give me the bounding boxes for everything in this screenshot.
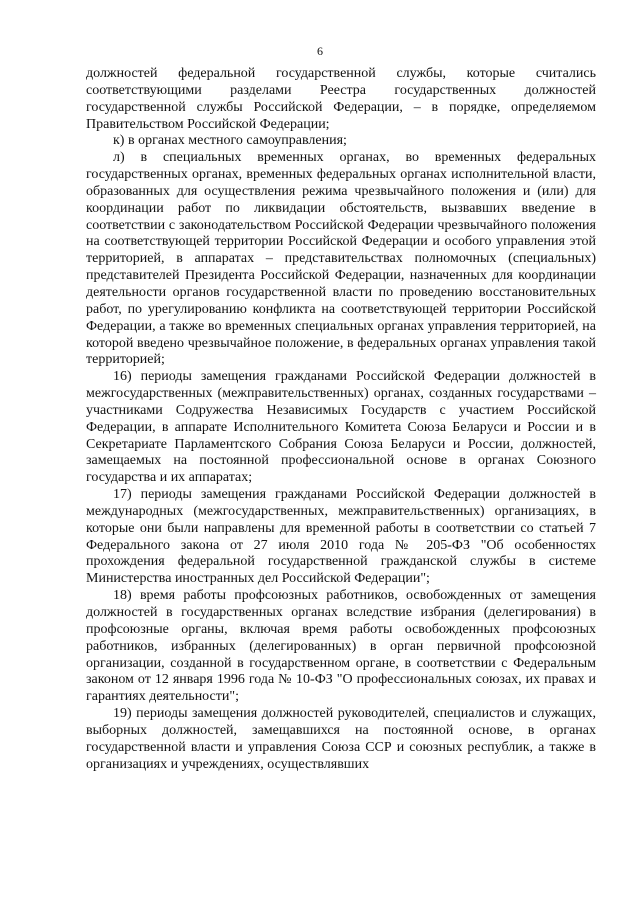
paragraph-item-19: 19) периоды замещения должностей руководителей, специалистов и служащих, выборных должностей, замещавшихся на постоянной основе, в органах государственной власти и управления Союза ССР и союзных республик, а также в организациях и учреждениях, осуществлявших <box>86 706 596 772</box>
page-number: 6 <box>317 44 323 58</box>
paragraph-item-16: 16) периоды замещения гражданами Российской Федерации должностей в межгосударственных (межправительственных) органах, созданных государствами – участниками Содружества Независимых Государств с участием Российской Федерации, в аппарате Исполнительного Комитета Союза Беларуси и России и в Секретариате Парламентского Собрания Союза Беларуси и России, должностей, замещаемых на постоянной профессиональной основе в органах Союзного государства и их аппаратах; <box>86 369 596 486</box>
paragraph-continuation: должностей федеральной государственной службы, которые считались соответствующими разделами Реестра государственных должностей государственной службы Российской Федерации, – в порядке, определяемом Правительством Российской Федерации; <box>86 66 596 132</box>
paragraph-item-k: к) в органах местного самоуправления; <box>113 133 347 149</box>
paragraph-item-l: л) в специальных временных органах, во временных федеральных государственных органах, временных федеральных органах исполнительной власти, образованных для осуществления режима чрезвычайного положения и (или) для координации работ по ликвидации обстоятельств, вызвавших введение в соответствии с законодательством Российской Федерации чрезвычайного положения на соответствующей территории Российской Федерации и особого управления этой территорией, в аппаратах – представительствах полномочных (специальных) представителей Президента Российской Федерации, назначенных для координации деятельности органов государственной власти по проведению восстановительных работ, по урегулированию конфликта на соответствующей территории Российской Федерации, а также во временных специальных органах управления территорией, на которой введено чрезвычайное положение, в федеральных органах управления такой территорией; <box>86 150 596 368</box>
document-body <box>86 66 596 773</box>
paragraph-item-18: 18) время работы профсоюзных работников, освобожденных от замещения должностей в государственных органах вследствие избрания (делегирования) в профсоюзные органы, включая время работы освобожденных профсоюзных работников, избранных (делегированных) в орган первичной профсоюзной организации, созданной в государственном органе, в соответствии с Федеральным законом от 12 января 1996 года № 10-ФЗ "О профессиональных союзах, их правах и гарантиях деятельности"; <box>86 588 596 705</box>
paragraph-item-17: 17) периоды замещения гражданами Российской Федерации должностей в международных (межгосударственных, межправительственных) организациях, в которые они были направлены для временной работы в соответствии со статьей 7 Федерального закона от 27 июля 2010 года № 205-ФЗ "Об особенностях прохождения федеральной государственной гражданской службы в системе Министерства иностранных дел Российской Федерации"; <box>86 487 596 587</box>
